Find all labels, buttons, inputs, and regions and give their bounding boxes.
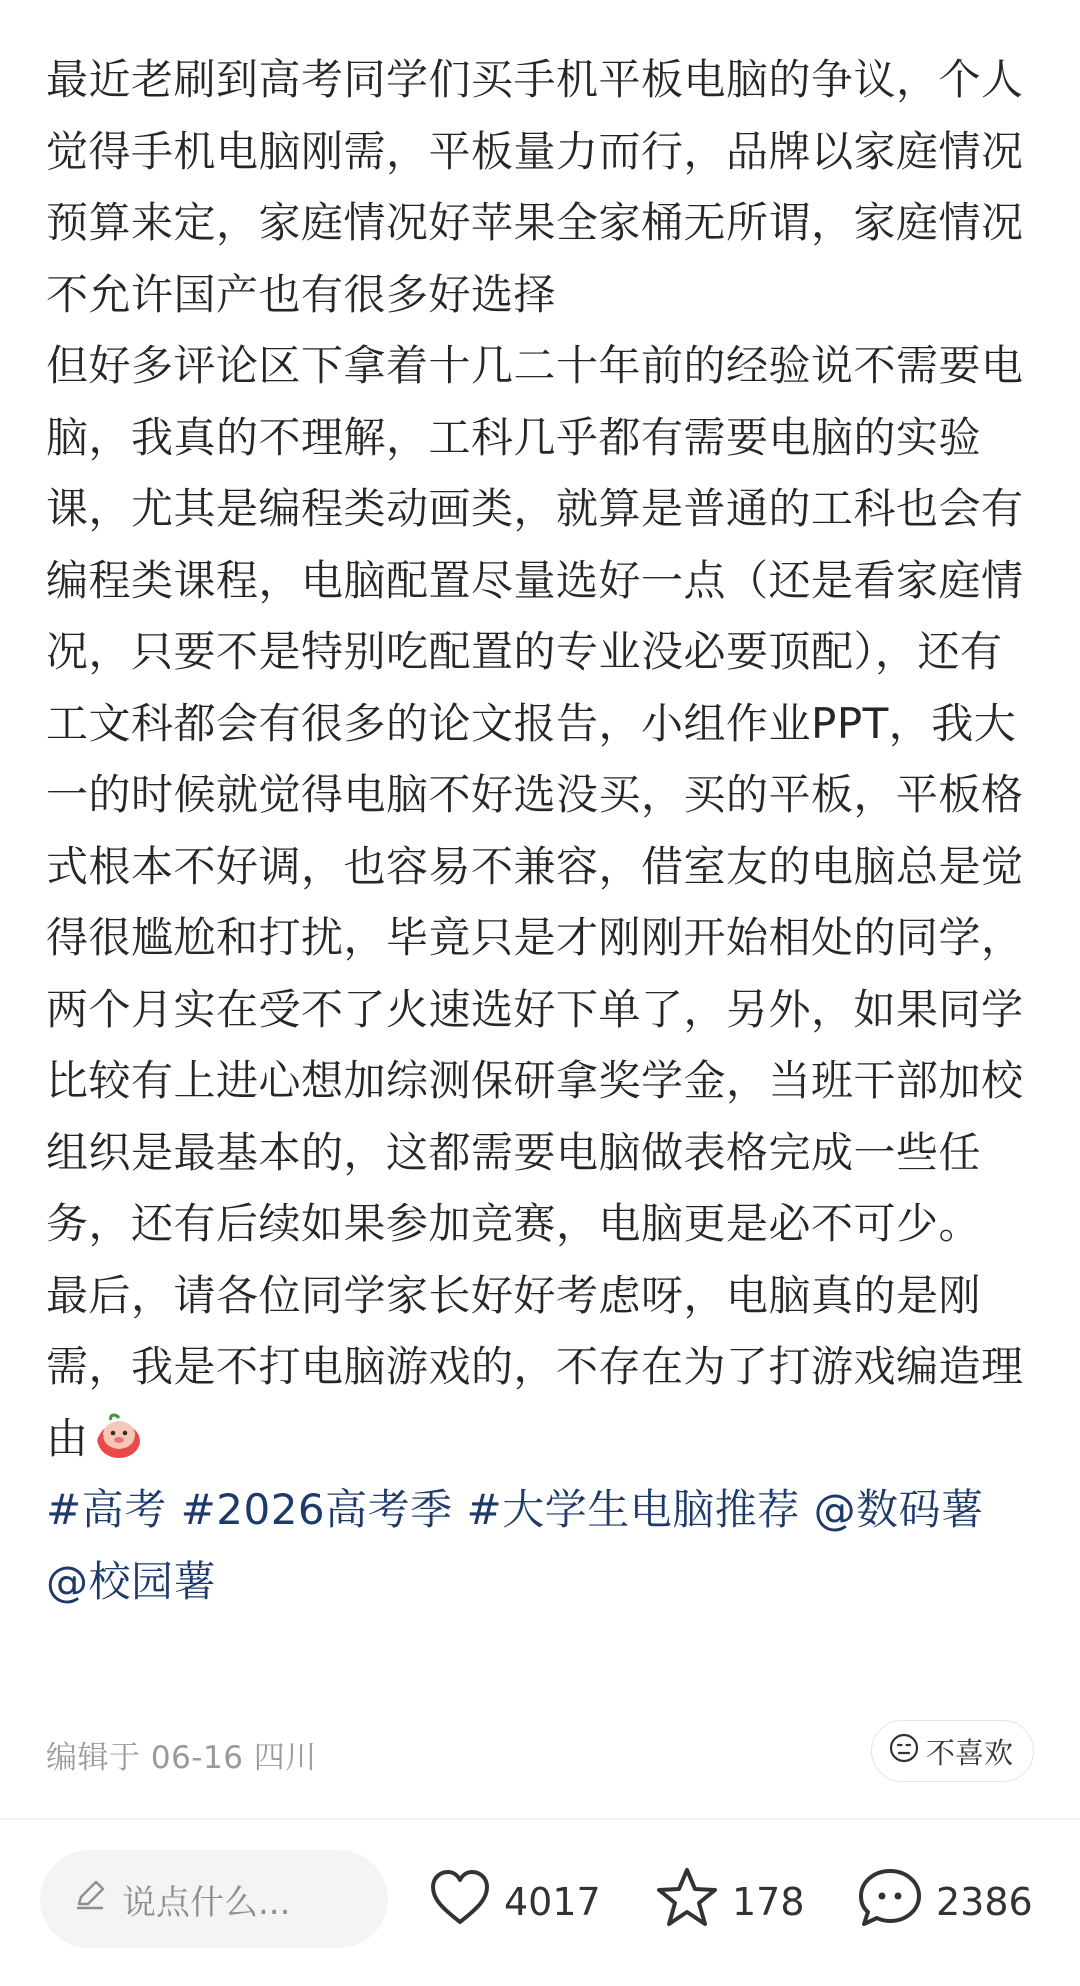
bottom-action-bar bbox=[0, 1820, 1080, 1986]
tag-gaokao[interactable]: #高考 bbox=[46, 1485, 167, 1534]
tag-2026-gaokao-season[interactable]: #2026高考季 bbox=[180, 1485, 453, 1534]
heart-icon bbox=[428, 1868, 504, 1937]
post-paragraph-1: 最近老刷到高考同学们买手机平板电脑的争议，个人觉得手机电脑刚需，平板量力而行，品牌以家庭情况预算来定，家庭情况好苹果全家桶无所谓，家庭情况不允许国产也有很多好选择 bbox=[46, 55, 1024, 319]
mention-xiaoyuan-shu[interactable]: @校园薯 bbox=[46, 1556, 217, 1606]
star-icon bbox=[654, 1866, 732, 1939]
collect-button[interactable] bbox=[654, 1864, 805, 1940]
post-meta-row bbox=[46, 1720, 1034, 1784]
mention-shuma-shu[interactable]: @数码薯 bbox=[813, 1485, 984, 1534]
pencil-icon bbox=[72, 1877, 122, 1922]
comment-input[interactable] bbox=[40, 1850, 388, 1948]
like-button[interactable] bbox=[428, 1864, 601, 1940]
dislike-label: 不喜欢 bbox=[925, 1735, 1013, 1770]
like-count: 4017 bbox=[504, 1880, 601, 1924]
edit-info: 编辑于 06-16 四川 bbox=[46, 1740, 317, 1776]
chat-bubble-icon bbox=[856, 1866, 936, 1939]
tag-college-laptop-recommend[interactable]: #大学生电脑推荐 bbox=[466, 1485, 800, 1534]
comment-placeholder: 说点什么... bbox=[122, 1882, 291, 1923]
collect-count: 178 bbox=[732, 1880, 805, 1924]
post-paragraph-3-text: 最后，请各位同学家长好好考虑呀，电脑真的是刚需，我是不打电脑游戏的，不存在为了打游戏编造理由 bbox=[46, 1270, 1024, 1463]
meh-face-icon bbox=[888, 1732, 926, 1771]
comment-count: 2386 bbox=[936, 1880, 1033, 1924]
comment-button[interactable] bbox=[856, 1864, 1033, 1940]
post-paragraph-3 bbox=[46, 1260, 1036, 1475]
dislike-button[interactable] bbox=[871, 1720, 1034, 1782]
red-bean-sticker-icon bbox=[93, 1409, 145, 1461]
post-content bbox=[46, 44, 1036, 1617]
post-tags bbox=[46, 1474, 1036, 1617]
post-paragraph-2: 但好多评论区下拿着十几二十年前的经验说不需要电脑，我真的不理解，工科几乎都有需要电脑的实验课，尤其是编程类动画类，就算是普通的工科也会有编程类课程，电脑配置尽量选好一点（还是看家庭情况，只要不是特别吃配置的专业没必要顶配），还有工文科都会有很多的论文报告，小组作业PPT，我大一的时候就觉得电脑不好选没买，买的平板，平板格式根本不好调，也容易不兼容，借室友的电脑总是觉得很尴尬和打扰，毕竟只是才刚刚开始相处的同学，两个月实在受不了火速选好下单了，另外，如果同学比较有上进心想加综测保研拿奖学金，当班干部加校组织是最基本的，这都需要电脑做表格完成一些任务，还有后续如果参加竞赛，电脑更是必不可少。 bbox=[46, 341, 1024, 1248]
